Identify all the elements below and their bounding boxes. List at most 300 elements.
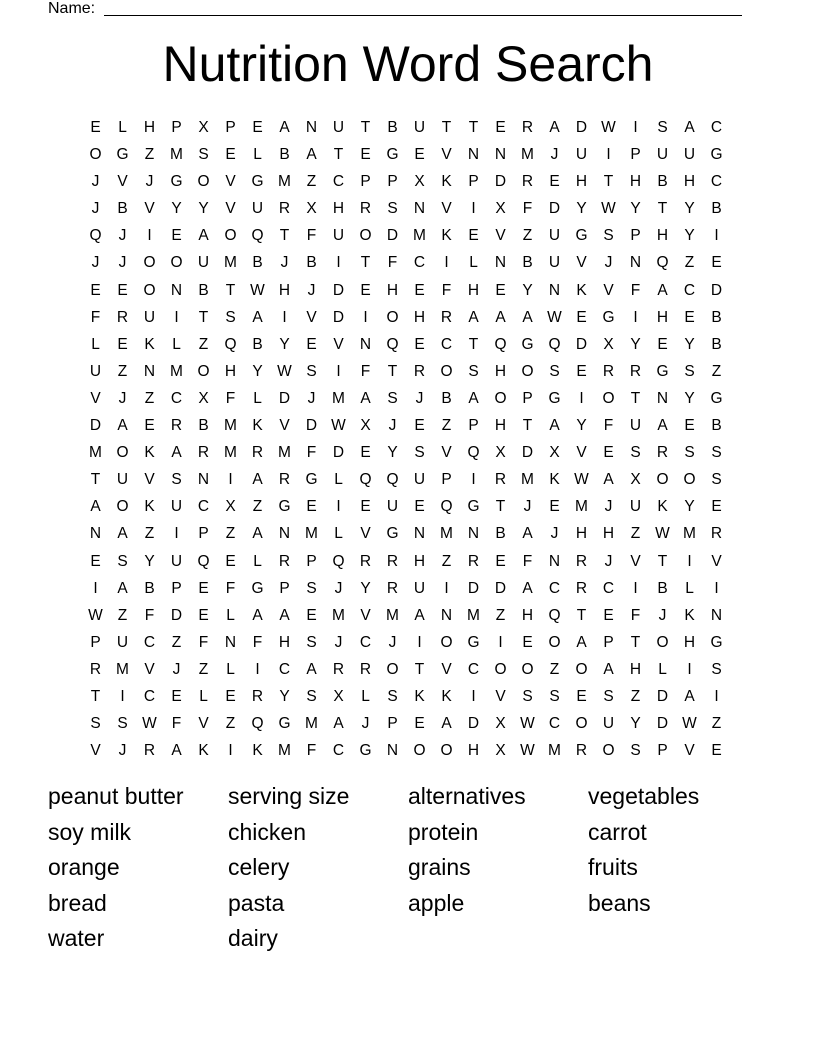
grid-letter: C: [359, 633, 372, 651]
grid-letter: D: [89, 417, 102, 435]
grid-letter: Q: [467, 444, 480, 462]
word-list-item: chicken: [228, 818, 306, 845]
grid-letter: Z: [522, 227, 533, 245]
grid-letter: A: [522, 579, 533, 597]
grid-row: [82, 195, 730, 222]
grid-letter: U: [116, 633, 129, 651]
grid-letter: A: [252, 606, 263, 624]
grid-letter: T: [333, 146, 344, 164]
grid-letter: W: [331, 417, 346, 435]
grid-letter: X: [495, 715, 506, 733]
grid-letter: K: [441, 173, 452, 191]
grid-letter: F: [522, 200, 533, 218]
grid-letter: K: [144, 335, 155, 353]
grid-letter: E: [495, 281, 506, 299]
grid-letter: I: [336, 254, 341, 272]
grid-letter: I: [471, 471, 476, 489]
grid-letter: N: [170, 281, 183, 299]
grid-letter: S: [306, 687, 317, 705]
grid-letter: E: [576, 687, 587, 705]
grid-row: [82, 683, 730, 710]
grid-letter: E: [576, 362, 587, 380]
grid-letter: C: [332, 742, 345, 760]
grid-letter: S: [90, 715, 101, 733]
grid-letter: W: [277, 362, 292, 380]
grid-letter: P: [630, 227, 641, 245]
grid-letter: N: [548, 281, 561, 299]
grid-letter: S: [711, 471, 722, 489]
grid-letter: O: [116, 444, 129, 462]
grid-letter: N: [305, 119, 318, 136]
grid-letter: T: [387, 362, 398, 380]
grid-letter: B: [252, 335, 263, 353]
grid-letter: K: [441, 227, 452, 245]
grid-row: [82, 439, 730, 466]
grid-letter: E: [117, 335, 128, 353]
grid-letter: A: [603, 471, 614, 489]
grid-letter: M: [170, 146, 183, 164]
grid-letter: E: [684, 308, 695, 326]
grid-letter: R: [197, 444, 210, 462]
grid-letter: E: [90, 119, 101, 136]
grid-row: [82, 249, 730, 276]
grid-letter: O: [386, 308, 399, 326]
grid-letter: P: [468, 173, 479, 191]
grid-letter: T: [576, 606, 587, 624]
grid-letter: H: [602, 525, 615, 543]
grid-letter: D: [305, 417, 318, 435]
grid-letter: R: [116, 308, 129, 326]
grid-letter: O: [602, 742, 615, 760]
grid-row: [82, 141, 730, 168]
grid-letter: W: [601, 200, 616, 218]
grid-letter: V: [441, 444, 452, 462]
grid-row: [82, 168, 730, 195]
grid-letter: A: [117, 417, 128, 435]
grid-letter: B: [198, 417, 209, 435]
grid-letter: V: [441, 146, 452, 164]
grid-letter: V: [576, 444, 587, 462]
grid-letter: O: [143, 254, 156, 272]
grid-letter: V: [144, 471, 155, 489]
grid-letter: E: [468, 227, 479, 245]
grid-letter: H: [656, 227, 669, 245]
grid-letter: D: [332, 308, 345, 326]
grid-row: [82, 710, 730, 737]
grid-letter: A: [306, 146, 317, 164]
grid-letter: J: [118, 254, 127, 272]
grid-letter: T: [468, 335, 479, 353]
grid-letter: H: [656, 308, 669, 326]
grid-letter: C: [143, 633, 156, 651]
grid-row: [82, 304, 730, 331]
grid-letter: M: [467, 606, 480, 624]
grid-letter: O: [656, 633, 669, 651]
grid-letter: E: [198, 579, 209, 597]
grid-letter: P: [387, 173, 398, 191]
grid-letter: P: [279, 579, 290, 597]
grid-letter: Y: [576, 200, 587, 218]
grid-letter: F: [225, 579, 236, 597]
grid-letter: Z: [306, 173, 317, 191]
grid-letter: Q: [656, 254, 669, 272]
grid-letter: H: [467, 742, 480, 760]
grid-letter: B: [144, 579, 155, 597]
grid-letter: Q: [440, 498, 453, 516]
grid-letter: O: [359, 227, 372, 245]
grid-letter: W: [142, 715, 157, 733]
grid-letter: Q: [386, 471, 399, 489]
grid-letter: Y: [144, 552, 155, 570]
grid-row: [82, 548, 730, 575]
grid-letter: G: [710, 389, 723, 407]
grid-letter: P: [387, 715, 398, 733]
grid-letter: W: [547, 308, 562, 326]
grid-letter: A: [252, 308, 263, 326]
grid-letter: R: [629, 362, 642, 380]
grid-letter: A: [171, 444, 182, 462]
grid-letter: O: [224, 227, 237, 245]
grid-letter: I: [471, 687, 476, 705]
grid-letter: T: [603, 173, 614, 191]
grid-letter: W: [520, 715, 535, 733]
grid-letter: J: [415, 389, 424, 407]
grid-letter: U: [170, 498, 183, 516]
grid-letter: G: [575, 227, 588, 245]
grid-letter: H: [224, 362, 237, 380]
grid-letter: I: [282, 308, 287, 326]
word-list-item: protein: [408, 818, 479, 845]
grid-letter: T: [90, 687, 101, 705]
grid-letter: T: [657, 552, 668, 570]
grid-letter: U: [332, 227, 345, 245]
grid-letter: V: [90, 389, 101, 407]
grid-letter: I: [471, 200, 476, 218]
grid-letter: Z: [441, 552, 452, 570]
grid-letter: C: [548, 579, 561, 597]
grid-letter: S: [522, 687, 533, 705]
grid-letter: N: [197, 471, 210, 489]
grid-letter: V: [495, 687, 506, 705]
grid-letter: A: [306, 660, 317, 678]
grid-letter: C: [683, 281, 696, 299]
grid-letter: Z: [171, 633, 182, 651]
grid-letter: E: [306, 606, 317, 624]
grid-letter: O: [89, 146, 102, 164]
grid-letter: T: [657, 200, 668, 218]
grid-letter: U: [656, 146, 669, 164]
grid-row: [82, 656, 730, 683]
grid-letter: S: [306, 579, 317, 597]
grid-letter: O: [197, 362, 210, 380]
grid-row: [82, 412, 730, 439]
grid-letter: U: [629, 498, 642, 516]
grid-letter: I: [120, 687, 125, 705]
grid-letter: E: [225, 687, 236, 705]
grid-letter: V: [603, 281, 614, 299]
grid-letter: W: [88, 606, 103, 624]
grid-letter: S: [603, 687, 614, 705]
grid-letter: A: [549, 119, 560, 136]
grid-letter: T: [360, 254, 371, 272]
grid-letter: Z: [144, 389, 155, 407]
grid-letter: N: [413, 525, 426, 543]
grid-letter: K: [144, 444, 155, 462]
grid-letter: Z: [198, 335, 209, 353]
grid-letter: D: [278, 389, 291, 407]
grid-letter: B: [711, 335, 722, 353]
grid-letter: Y: [252, 362, 263, 380]
grid-letter: M: [683, 525, 696, 543]
grid-letter: L: [361, 687, 370, 705]
grid-letter: Z: [630, 525, 641, 543]
grid-letter: M: [386, 606, 399, 624]
grid-letter: D: [575, 119, 588, 136]
grid-letter: J: [91, 254, 100, 272]
grid-letter: E: [522, 633, 533, 651]
grid-letter: D: [467, 579, 480, 597]
grid-letter: E: [306, 335, 317, 353]
word-list-item: orange: [48, 854, 120, 880]
word-list: [48, 779, 768, 957]
grid-letter: A: [468, 389, 479, 407]
grid-letter: X: [333, 687, 344, 705]
grid-letter: R: [413, 362, 426, 380]
grid-letter: F: [306, 742, 317, 760]
word-list-item: celery: [228, 854, 290, 880]
grid-letter: T: [414, 660, 425, 678]
grid-row: [82, 602, 730, 629]
grid-letter: F: [90, 308, 101, 326]
grid-letter: K: [252, 417, 263, 435]
grid-letter: A: [522, 525, 533, 543]
grid-letter: B: [495, 525, 506, 543]
grid-letter: Z: [117, 362, 128, 380]
grid-letter: G: [278, 498, 291, 516]
grid-letter: J: [172, 660, 181, 678]
grid-letter: E: [576, 308, 587, 326]
grid-letter: B: [279, 146, 290, 164]
grid-letter: I: [417, 633, 422, 651]
grid-letter: J: [388, 417, 397, 435]
grid-letter: J: [334, 633, 343, 651]
grid-letter: Q: [548, 606, 561, 624]
grid-letter: E: [360, 146, 371, 164]
grid-letter: X: [198, 389, 209, 407]
grid-letter: X: [198, 119, 209, 136]
grid-letter: H: [413, 552, 426, 570]
grid-letter: A: [171, 742, 182, 760]
grid-letter: N: [440, 606, 453, 624]
grid-letter: V: [360, 606, 371, 624]
word-list-item: soy milk: [48, 818, 132, 845]
grid-letter: B: [711, 417, 722, 435]
grid-letter: R: [332, 660, 345, 678]
grid-letter: D: [548, 200, 561, 218]
grid-letter: L: [253, 146, 262, 164]
grid-letter: U: [413, 119, 426, 136]
grid-letter: N: [89, 525, 102, 543]
grid-row: [82, 222, 730, 249]
grid-letter: G: [386, 146, 399, 164]
grid-letter: Y: [684, 389, 695, 407]
grid-letter: U: [602, 715, 615, 733]
grid-letter: J: [118, 389, 127, 407]
grid-letter: P: [198, 525, 209, 543]
grid-letter: M: [332, 389, 345, 407]
grid-letter: E: [198, 606, 209, 624]
grid-letter: I: [228, 742, 233, 760]
grid-letter: F: [630, 606, 641, 624]
grid-letter: V: [630, 552, 641, 570]
grid-letter: C: [710, 119, 723, 136]
grid-letter: E: [711, 498, 722, 516]
grid-letter: L: [226, 660, 235, 678]
grid-letter: X: [495, 742, 506, 760]
grid-letter: C: [710, 173, 723, 191]
grid-letter: T: [630, 633, 641, 651]
grid-letter: I: [444, 579, 449, 597]
grid-letter: H: [413, 308, 426, 326]
word-list-item: vegetables: [588, 783, 700, 809]
grid-letter: J: [658, 606, 667, 624]
grid-letter: E: [360, 498, 371, 516]
grid-letter: T: [468, 119, 479, 136]
grid-letter: U: [548, 254, 561, 272]
grid-letter: M: [278, 173, 291, 191]
grid-letter: Y: [684, 498, 695, 516]
grid-letter: Q: [548, 335, 561, 353]
grid-letter: H: [332, 200, 345, 218]
grid-letter: E: [684, 417, 695, 435]
grid-letter: O: [521, 362, 534, 380]
grid-letter: F: [360, 362, 371, 380]
grid-letter: F: [387, 254, 398, 272]
grid-letter: C: [602, 579, 615, 597]
grid-letter: P: [630, 146, 641, 164]
grid-letter: G: [656, 362, 669, 380]
grid-letter: X: [414, 173, 425, 191]
word-list-item: fruits: [588, 854, 638, 880]
grid-letter: R: [359, 552, 372, 570]
grid-letter: G: [305, 471, 318, 489]
grid-letter: F: [603, 417, 614, 435]
grid-letter: N: [386, 742, 399, 760]
grid-letter: R: [521, 119, 534, 136]
grid-letter: A: [603, 660, 614, 678]
grid-letter: T: [360, 119, 371, 136]
grid-letter: S: [468, 362, 479, 380]
grid-letter: R: [278, 200, 291, 218]
grid-letter: I: [228, 471, 233, 489]
grid-letter: V: [360, 525, 371, 543]
grid-letter: N: [494, 254, 507, 272]
grid-letter: R: [575, 742, 588, 760]
grid-letter: E: [360, 444, 371, 462]
grid-letter: J: [91, 200, 100, 218]
grid-letter: X: [225, 498, 236, 516]
grid-letter: Y: [171, 200, 182, 218]
grid-letter: L: [199, 687, 208, 705]
grid-letter: B: [657, 579, 668, 597]
grid-row: [82, 385, 730, 412]
word-list-item: dairy: [228, 925, 278, 951]
grid-letter: U: [332, 119, 345, 136]
grid-letter: N: [467, 146, 480, 164]
grid-letter: S: [630, 742, 641, 760]
grid-letter: V: [90, 742, 101, 760]
grid-letter: I: [687, 552, 692, 570]
grid-letter: Q: [251, 715, 264, 733]
grid-letter: E: [252, 119, 263, 136]
grid-letter: D: [575, 335, 588, 353]
grid-letter: S: [684, 362, 695, 380]
grid-letter: R: [440, 308, 453, 326]
grid-letter: I: [444, 254, 449, 272]
grid-letter: Q: [359, 471, 372, 489]
grid-letter: S: [171, 471, 182, 489]
grid-letter: N: [224, 633, 237, 651]
grid-letter: M: [170, 362, 183, 380]
grid-letter: W: [655, 525, 670, 543]
grid-letter: A: [414, 606, 425, 624]
grid-letter: E: [549, 173, 560, 191]
grid-letter: S: [387, 389, 398, 407]
grid-letter: H: [278, 633, 291, 651]
grid-letter: Q: [494, 335, 507, 353]
grid-letter: I: [174, 308, 179, 326]
word-list-item: pasta: [228, 889, 285, 916]
grid-letter: D: [332, 281, 345, 299]
grid-letter: M: [440, 525, 453, 543]
grid-letter: C: [143, 687, 156, 705]
grid-letter: M: [224, 254, 237, 272]
grid-letter: B: [306, 254, 317, 272]
grid-letter: A: [333, 715, 344, 733]
grid-letter: D: [170, 606, 183, 624]
grid-letter: E: [603, 444, 614, 462]
grid-letter: U: [197, 254, 210, 272]
grid-letter: V: [225, 200, 236, 218]
grid-letter: M: [116, 660, 129, 678]
grid-letter: V: [576, 254, 587, 272]
grid-letter: E: [90, 552, 101, 570]
grid-letter: P: [225, 119, 236, 136]
grid-letter: U: [170, 552, 183, 570]
grid-letter: O: [413, 742, 426, 760]
grid-letter: H: [575, 173, 588, 191]
grid-letter: A: [198, 227, 209, 245]
grid-letter: B: [252, 254, 263, 272]
grid-letter: R: [359, 660, 372, 678]
word-list-item: apple: [408, 889, 465, 916]
grid-letter: Z: [441, 417, 452, 435]
grid-letter: I: [606, 146, 611, 164]
grid-letter: O: [494, 660, 507, 678]
grid-letter: S: [387, 200, 398, 218]
grid-letter: E: [711, 254, 722, 272]
grid-letter: W: [520, 742, 535, 760]
grid-letter: P: [306, 552, 317, 570]
grid-letter: A: [90, 498, 101, 516]
grid-letter: V: [333, 335, 344, 353]
grid-row: [82, 331, 730, 358]
grid-letter: N: [548, 552, 561, 570]
grid-letter: R: [143, 742, 156, 760]
grid-letter: E: [549, 498, 560, 516]
grid-letter: E: [603, 606, 614, 624]
grid-letter: H: [494, 417, 507, 435]
